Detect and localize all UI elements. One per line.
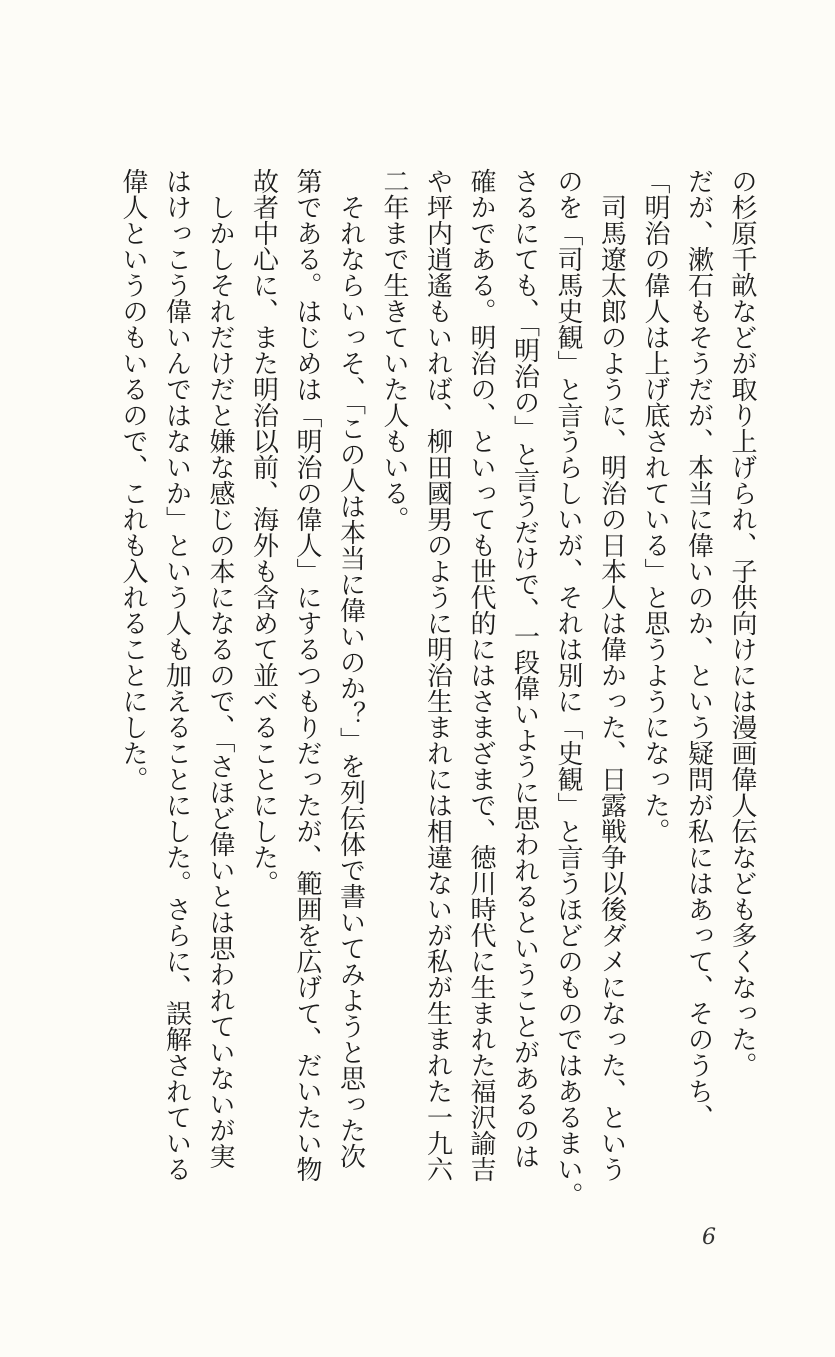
text-line-10: それならいっそ、「この人は本当に偉いのか？」を列伝体で書いてみようと思った次 — [335, 168, 366, 1169]
text-line-13: しかしそれだけだと嫌な感じの本になるので、「さほど偉いとは思われていないが実 — [205, 168, 235, 1169]
text-line-15: 偉人というのもいるので、これも入れることにした。 — [118, 168, 148, 792]
text-line-7: 確かである。明治の、といっても世代的にはさまざまで、徳川時代に生まれた福沢諭吉 — [466, 168, 496, 1182]
text-line-5: のを「司馬史観」と言うらしいが、それは別に「史観」と言うほどのものではあるまい。 — [553, 168, 583, 1208]
text-line-1: の杉原千畝などが取り上げられ、子供向けには漫画偉人伝なども多くなった。 — [727, 168, 757, 1078]
page-number: 6 — [702, 1225, 716, 1250]
vertical-text-body — [63, 168, 763, 1208]
text-line-6: さるにても、「明治の」と言うだけで、一段偉いように思われるということがあるのは — [509, 168, 540, 1169]
text-line-8: や坪内逍遙もいれば、柳田國男のように明治生まれには相違ないが私が生まれた一九六 — [422, 168, 453, 1182]
text-line-4: 司馬遼太郎のように、明治の日本人は偉かった、日露戦争以後ダメになった、という — [596, 168, 627, 1182]
text-line-2: だが、漱石もそうだが、本当に偉いのか、という疑問が私にはあって、そのうち、 — [683, 168, 714, 1130]
text-line-14: はけっこう偉いんではないか」という人も加えることにした。さらに、誤解されている — [161, 168, 192, 1182]
text-line-3: 「明治の偉人は上げ底されている」と思うようになった。 — [640, 168, 670, 844]
text-line-12: 故者中心に、また明治以前、海外も含めて並べることにした。 — [248, 168, 279, 896]
text-line-9: 二年まで生きていた人もいる。 — [379, 168, 409, 532]
text-line-11: 第である。はじめは「明治の偉人」にするつもりだったが、範囲を広げて、だいたい物 — [292, 168, 322, 1182]
